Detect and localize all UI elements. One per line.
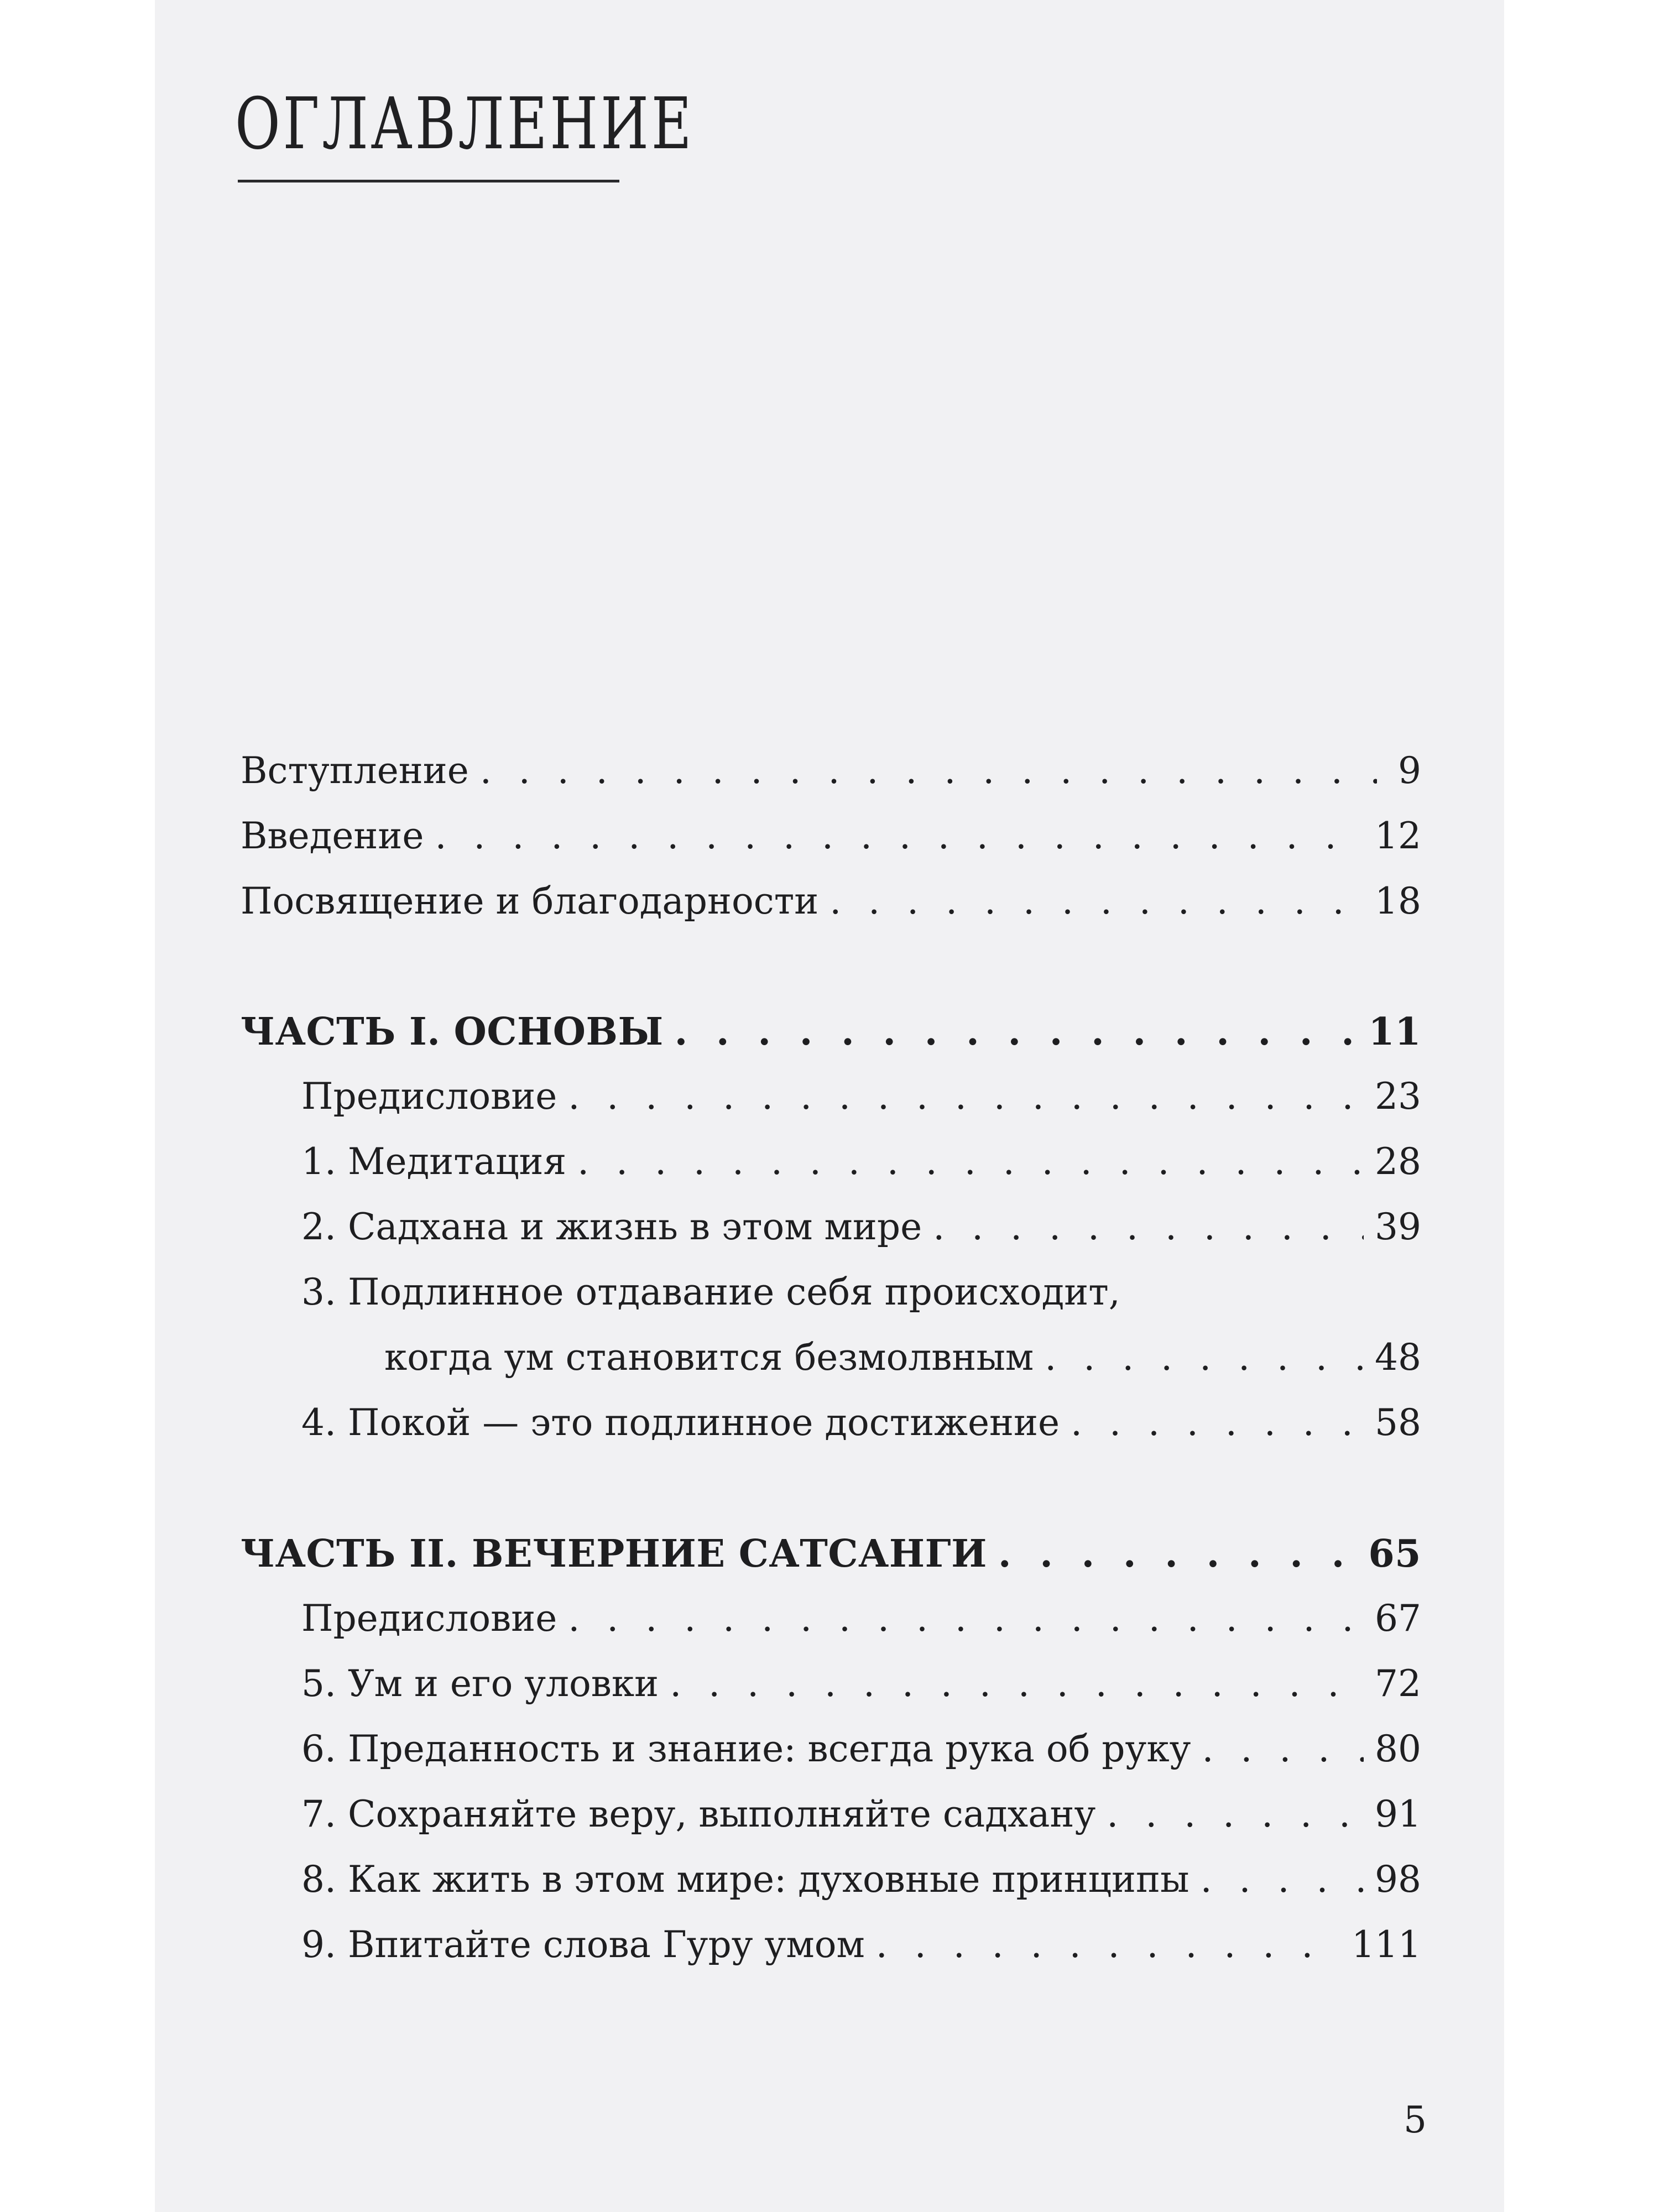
toc-entry-page: 28 (1375, 1140, 1421, 1183)
leader-dots (1202, 1728, 1364, 1770)
toc-entry-chapter-2[interactable] (301, 1206, 1421, 1248)
toc-entry-chapter-6[interactable] (301, 1728, 1421, 1770)
toc-entry-page: 23 (1375, 1075, 1421, 1118)
page-title: ОГЛАВЛЕНИЕ (235, 83, 695, 165)
toc-entry-title: Предисловие (301, 1075, 557, 1118)
page-number: 5 (1404, 2099, 1427, 2141)
toc-entry-page: 98 (1375, 1858, 1421, 1901)
toc-entry-page: 39 (1375, 1206, 1421, 1248)
toc-entry-part1-preface[interactable] (301, 1075, 1421, 1118)
toc-entry-title: Посвящение и благодарности (241, 880, 819, 922)
toc-entry-chapter-3[interactable] (384, 1336, 1421, 1379)
toc-entry-dedication[interactable] (241, 880, 1421, 922)
leader-dots (568, 1597, 1364, 1640)
toc-entry-title: 9. Впитайте слова Гуру умом (301, 1923, 865, 1966)
toc-entry-page: 9 (1398, 749, 1421, 792)
toc-entry-page: 67 (1375, 1597, 1421, 1640)
leader-dots (1201, 1858, 1364, 1901)
toc-entry-chapter-9[interactable] (301, 1923, 1421, 1966)
leader-dots (933, 1206, 1364, 1248)
toc-entry-title: 8. Как жить в этом мире: духовные принципы (301, 1858, 1190, 1901)
toc-part-title: ЧАСТЬ I. ОСНОВЫ (241, 1010, 664, 1054)
toc-entry-title: Вступление (241, 749, 469, 792)
leader-dots (1071, 1401, 1364, 1444)
toc-entry-page: 48 (1375, 1336, 1421, 1379)
toc-part-2[interactable] (241, 1532, 1421, 1576)
leader-dots (435, 815, 1364, 857)
leader-dots (1045, 1336, 1364, 1379)
leader-dots (876, 1923, 1340, 1966)
toc-entry-introduction[interactable] (241, 815, 1421, 857)
toc-part-title: ЧАСТЬ II. ВЕЧЕРНИЕ САТСАНГИ (241, 1532, 987, 1576)
leader-dots (480, 749, 1377, 792)
leader-dots (1107, 1793, 1364, 1835)
toc-entry-chapter-5[interactable] (301, 1662, 1421, 1705)
toc-part-page: 65 (1368, 1532, 1421, 1576)
toc-entry-chapter-4[interactable] (301, 1401, 1421, 1444)
leader-dots (568, 1075, 1364, 1118)
leader-dots (670, 1662, 1364, 1705)
toc-part-1[interactable] (241, 1010, 1421, 1054)
toc-entry-part2-preface[interactable] (301, 1597, 1421, 1640)
toc-entry-chapter-7[interactable] (301, 1793, 1421, 1835)
toc-entry-chapter-1[interactable] (301, 1140, 1421, 1183)
toc-entry-page: 111 (1352, 1923, 1421, 1966)
toc-entry-page: 18 (1375, 880, 1421, 922)
toc-part-page: 11 (1368, 1010, 1421, 1054)
toc-entry-chapter-8[interactable] (301, 1858, 1421, 1901)
toc-entry-foreword[interactable] (241, 749, 1421, 792)
title-underline (238, 180, 619, 182)
leader-dots (998, 1532, 1358, 1576)
leader-dots (675, 1010, 1358, 1054)
leader-dots (577, 1140, 1364, 1183)
book-page (155, 0, 1504, 2212)
toc-entry-title: Предисловие (301, 1597, 557, 1640)
toc-entry-title: 4. Покой — это подлинное достижение (301, 1401, 1060, 1444)
toc-entry-page: 80 (1375, 1728, 1421, 1770)
toc-entry-title: 1. Медитация (301, 1140, 567, 1183)
toc-entry-title: 5. Ум и его уловки (301, 1662, 659, 1705)
toc-entry-title-continued: когда ум становится безмолвным (384, 1336, 1034, 1379)
toc-entry-chapter-3-line1[interactable]: 3. Подлинное отдавание себя происходит, (301, 1271, 1120, 1313)
toc-entry-page: 72 (1375, 1662, 1421, 1705)
toc-entry-title: 6. Преданность и знание: всегда рука об руку (301, 1728, 1191, 1770)
toc-entry-page: 91 (1375, 1793, 1421, 1835)
toc-entry-title: 7. Сохраняйте веру, выполняйте садхану (301, 1793, 1096, 1835)
toc-entry-page: 12 (1375, 815, 1421, 857)
toc-entry-title: 2. Садхана и жизнь в этом мире (301, 1206, 922, 1248)
toc-entry-page: 58 (1375, 1401, 1421, 1444)
leader-dots (830, 880, 1364, 922)
toc-entry-title: Введение (241, 815, 424, 857)
bleed-through-text (155, 0, 1504, 348)
